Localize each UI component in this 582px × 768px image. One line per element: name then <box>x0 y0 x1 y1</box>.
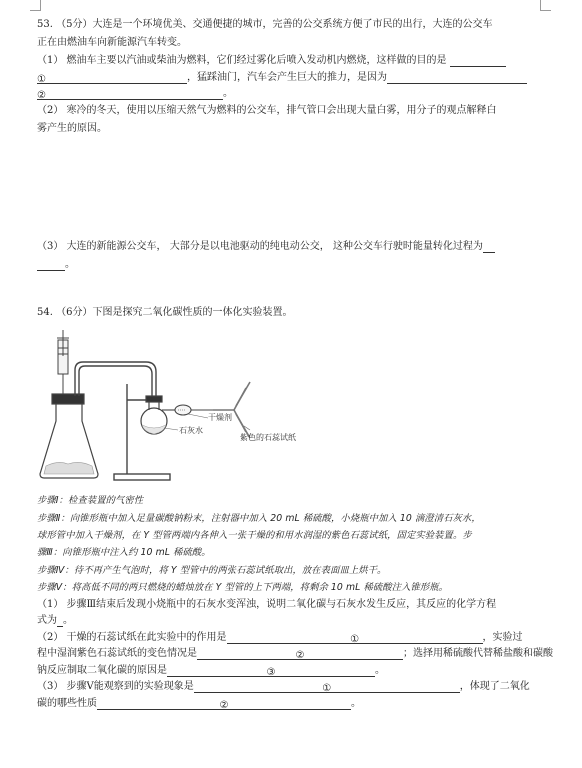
q54-answer-blank-1[interactable] <box>227 633 483 644</box>
crop-mark-top-right <box>540 0 551 11</box>
label-litmus-paper: 紫色的石蕊试纸 <box>240 433 296 442</box>
label-limewater: 石灰水 <box>179 426 203 435</box>
conical-flask <box>40 394 98 478</box>
q54-sub1-line1: （1） 步骤Ⅲ结束后发现小烧瓶中的石灰水变浑浊，说明二氧化碳与石灰水发生反应，其反应的化学方程 <box>37 599 497 610</box>
q53-part1-text: （1） 燃油车主要以汽油或柴油为燃料，它们经过雾化后喷入发动机内燃烧，这样做的目的是 <box>37 55 447 66</box>
co2-apparatus-figure <box>38 326 328 486</box>
q53-answer-blank[interactable] <box>483 242 495 253</box>
step-5: 步骤Ⅴ：将高低不同的两只燃烧的蜡烛放在 Y 型管的上下两端，将剩余 10 mL 稀硫酸注入锥形瓶。 <box>37 582 449 593</box>
blank-number-1: ① <box>350 634 360 645</box>
q54-answer-blank-2[interactable] <box>97 699 351 710</box>
q53-stem-line1: 53. （5分）大连是一个环境优美、交通便捷的城市，完善的公交系统方便了市民的出行，大连的公交车 <box>37 19 493 30</box>
punctuation: 。 <box>63 615 73 626</box>
label-drying-agent: 干燥剂 <box>208 413 232 422</box>
q54-sub2-text3: 程中湿润紫色石蕊试纸的变色情况是 <box>37 648 197 659</box>
q54-answer-blank-1[interactable] <box>194 682 460 693</box>
q53-answer-blank[interactable] <box>37 260 65 271</box>
q54-sub3-text: （3） 步骤Ⅴ能观察到的实验现象是 <box>37 681 194 692</box>
blank-number-2: ② <box>37 90 46 101</box>
drying-tube <box>162 405 213 415</box>
punctuation: 。 <box>65 259 75 270</box>
step-1: 步骤Ⅰ：检查装置的气密性 <box>37 495 144 506</box>
q53-part2-line2: 雾产生的原因。 <box>37 123 107 134</box>
q54-sub3-text2: ，体现了二氧化 <box>459 681 530 692</box>
q54-sub2-text4: ；选择用稀硫酸代替稀盐酸和碳酸 <box>403 648 553 659</box>
q54-sub3-line1 <box>37 680 530 693</box>
q53-answer-blank-1[interactable] <box>37 73 187 84</box>
q54-answer-blank-2[interactable] <box>197 649 403 660</box>
blank-number-3: ③ <box>266 667 276 678</box>
blank-number-1: ① <box>37 74 46 85</box>
step-3: 骤Ⅲ：向锥形瓶中注入约 10 mL 稀硫酸。 <box>37 547 211 558</box>
q53-part1-line3 <box>37 87 233 100</box>
q53-part3-text: （3） 大连的新能源公交车， 大部分是以电池驱动的纯电动公交， 这种公交车行驶时能量转化过程为 <box>37 241 483 252</box>
crop-mark-top-left <box>30 0 41 11</box>
q53-part3-line1 <box>37 240 495 253</box>
q54-sub2-line3 <box>37 664 385 677</box>
step-4: 步骤Ⅳ：待不再产生气泡时，将 Y 型管中的两张石蕊试纸取出，放在表面皿上烘干。 <box>37 565 387 576</box>
q53-answer-blank[interactable] <box>450 56 506 67</box>
q53-stem-line2: 正在由燃油车向新能源汽车转变。 <box>37 37 187 48</box>
syringe <box>57 330 69 396</box>
q54-answer-blank-3[interactable] <box>167 666 375 677</box>
step-2-line1: 步骤Ⅱ：向锥形瓶中加入足量碳酸钠粉末，注射器中加入 20 mL 稀硫酸，小烧瓶中加入 10 滴澄清石灰水， <box>37 513 481 524</box>
punctuation: 。 <box>223 88 233 99</box>
round-flask <box>141 396 167 434</box>
y-tube <box>213 382 250 438</box>
step-2-line2: 球形管中加入干燥剂，在 Y 型管两端内各伸入一张干燥的和用水润湿的紫色石蕊试纸，固定实验装置。步 <box>37 530 472 541</box>
q54-sub3-line2 <box>37 697 361 710</box>
blank-number-2: ② <box>295 650 305 661</box>
q53-part2-line1: （2） 寒冷的冬天，使用以压缩天然气为燃料的公交车，排气管口会出现大量白雾，用分子的观点解释白 <box>37 105 497 116</box>
q53-part1-line1 <box>37 54 506 67</box>
q53-answer-blank-2[interactable] <box>37 89 223 100</box>
q54-sub2-line2 <box>37 647 553 660</box>
q54-sub1-line2 <box>37 614 73 627</box>
q53-part3-line2 <box>37 258 75 271</box>
q53-part1-line2 <box>37 71 527 84</box>
q54-sub3-text3: 碳的哪些性质 <box>37 698 97 709</box>
q54-sub2-text5: 钠反应制取二氧化碳的原因是 <box>37 665 167 676</box>
q54-sub2-line1 <box>37 631 523 644</box>
punctuation: 。 <box>375 665 385 676</box>
q54-sub2-text2: ，实验过 <box>482 632 523 643</box>
delivery-tube <box>75 362 156 398</box>
q54-sub1-text: 式为 <box>37 615 57 626</box>
q53-answer-blank[interactable] <box>387 73 527 84</box>
punctuation: 。 <box>351 698 361 709</box>
q54-title: 54. （6分）下图是探究二氧化碳性质的一体化实验装置。 <box>37 307 293 318</box>
q53-part1-text2: ，猛踩油门，汽车会产生巨大的推力，是因为 <box>187 72 387 83</box>
q54-sub2-text: （2） 干燥的石蕊试纸在此实验中的作用是 <box>37 632 227 643</box>
blank-number-1: ① <box>322 683 332 694</box>
blank-number-2: ② <box>219 700 229 711</box>
